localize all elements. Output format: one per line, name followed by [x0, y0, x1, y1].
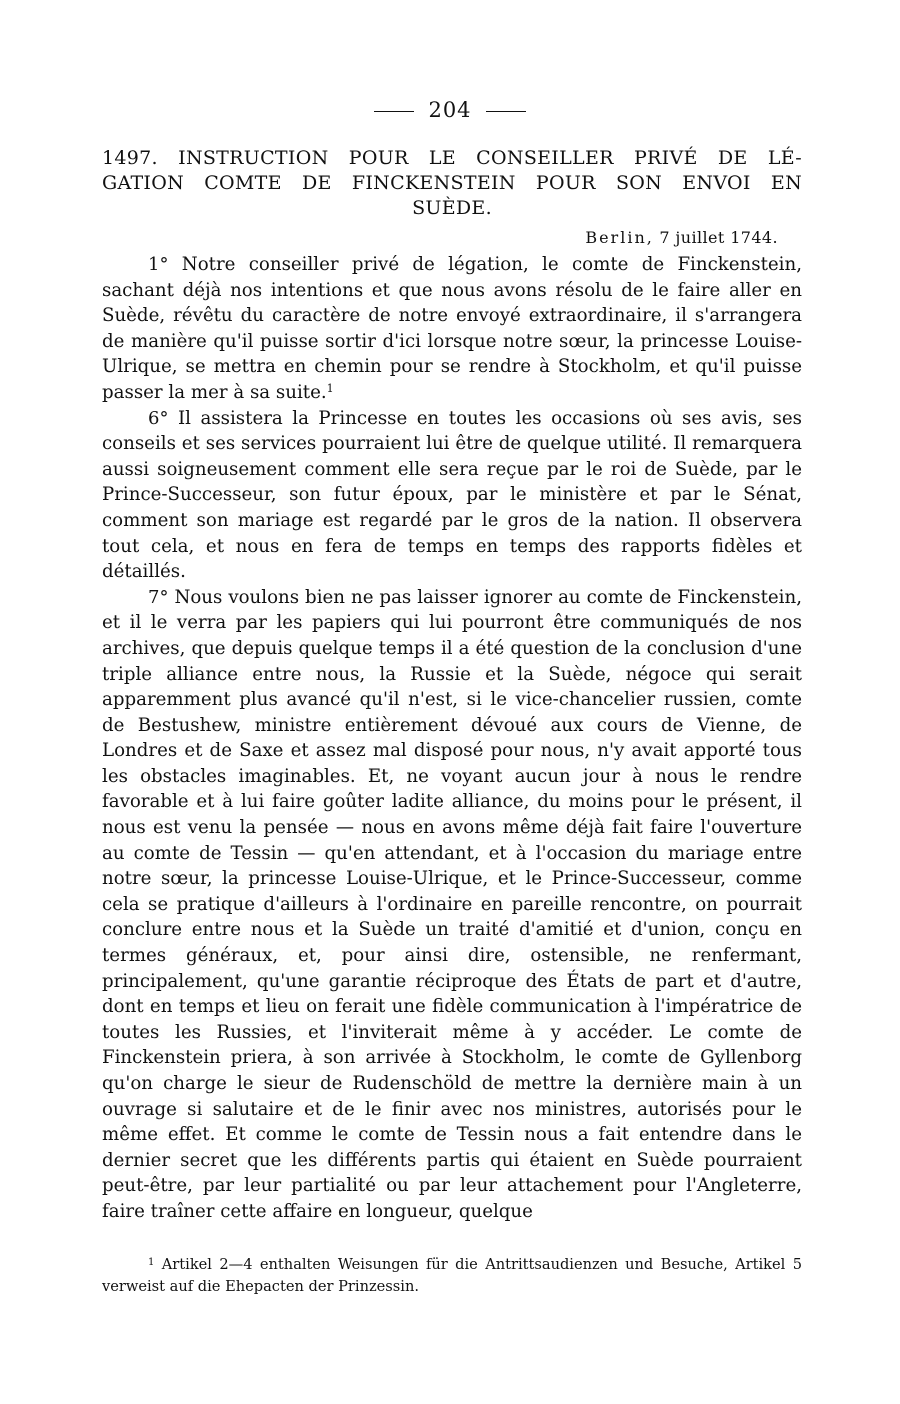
footnotes [102, 1254, 802, 1298]
folio-rule-left [374, 111, 414, 112]
folio-rule-right [486, 111, 526, 112]
dateline-place: Berlin, [585, 228, 654, 247]
page-number [0, 98, 900, 122]
heading-line-1: 1497. INSTRUCTION POUR LE CONSEILLER PRIVÉ DE LÉ- [102, 147, 802, 169]
paragraph-text: Il assistera la Princesse en toutes les occasions où ses avis, ses conseils et ses services pourraient lui être de quelque utilité. Il remarquera aussi soigneusement comment elle sera reçue par le roi de Suède, par le Prince-Successeur, son futur époux, par le ministère et par le Sénat, comment son mariage est regardé par le gros de la nation. Il observera tout cela, et nous en fera de temps en temps des rapports fidèles et détaillés. [102, 407, 802, 583]
paragraph-text: Nous voulons bien ne pas laisser ignorer au comte de Finckenstein, et il le verra par les papiers qui lui pourront être communiqués de nos archives, que depuis quelque temps il a été question de la conclusion d'une triple alliance entre nous, la Russie et la Suède, négoce qui serait apparemment plus avancé qu'il n'est, si le vice-chancelier russien, comte de Bestushew, ministre entièrement dévoué aux cours de Vienne, de Londres et de Saxe et assez mal disposé pour nous, n'y avait apporté tous les obstacles imaginables. Et, ne voyant aucun jour à nous le rendre favorable et à lui faire goûter ladite alliance, du moins pour le présent, il nous est venu la pensée — nous en avons même déjà fait faire l'ouverture au comte de Tessin — qu'en attendant, et à l'occasion du mariage entre notre sœur, la princesse Louise-Ulrique, et le Prince-Successeur, comme cela se pratique d'ailleurs à l'ordinaire en pareille rencontre, on pourrait conclure entre nous et la Suède un traité d'amitié et d'union, conçu en termes généraux, et, pour ainsi dire, ostensible, ne renfermant, principalement, qu'une garantie réciproque des États de part et d'autre, dont en temps et lieu on ferait une fidèle communication à l'impératrice de toutes les Russies, et l'inviterait même à y accéder. Le comte de Finckenstein priera, à son arrivée à Stockholm, le comte de Gyllenborg qu'on charge le sieur de Rudenschöld de mettre la dernière main à un ouvrage si salutaire et de le finir avec nos ministres, autorisés pour le même effet. Et comme le comte de Tessin nous a fait entendre dans le dernier secret que les différents partis qui étaient en Suède pourraient peut-être, par leur partialité ou par leur attachement pour l'Angleterre, faire traîner cette affaire en longueur, quelque [102, 586, 802, 1222]
heading-line-2: GATION COMTE DE FINCKENSTEIN POUR SON ENVOI EN [102, 172, 802, 194]
dateline-date: 7 juillet 1744. [659, 228, 778, 247]
folio-number: 204 [428, 98, 472, 122]
document-heading [102, 146, 802, 221]
footnote-text: Artikel 2—4 enthalten Weisungen für die Antrittsaudienzen und Besuche, Artikel 5 verweist auf die Ehepacten der Prinzessin. [102, 1256, 802, 1295]
footnote-marker: 1 [148, 1257, 155, 1268]
heading-line-3: SUÈDE. [412, 197, 492, 219]
footnote [102, 1254, 802, 1298]
paragraph-1 [102, 252, 802, 406]
paragraph-number: 7° [148, 586, 169, 608]
paragraph-number: 6° [148, 407, 169, 429]
paragraph-6 [102, 406, 802, 585]
dateline [585, 228, 778, 247]
paragraph-text: Notre conseiller privé de légation, le comte de Finckenstein, sachant déjà nos intentions et que nous avons résolu de le faire aller en Suède, révêtu du caractère de notre envoyé extraordinaire, il s'arrangera de manière qu'il puisse sortir d'ici lorsque notre sœur, la princesse Louise-Ulrique, se mettra en chemin pour se rendre à Stockholm, et qu'il puisse passer la mer à sa suite. [102, 254, 802, 403]
footnote-reference: 1 [326, 381, 334, 395]
paragraph-number: 1° [148, 254, 169, 275]
paragraph-7 [102, 585, 802, 1225]
body-text [102, 252, 802, 1225]
